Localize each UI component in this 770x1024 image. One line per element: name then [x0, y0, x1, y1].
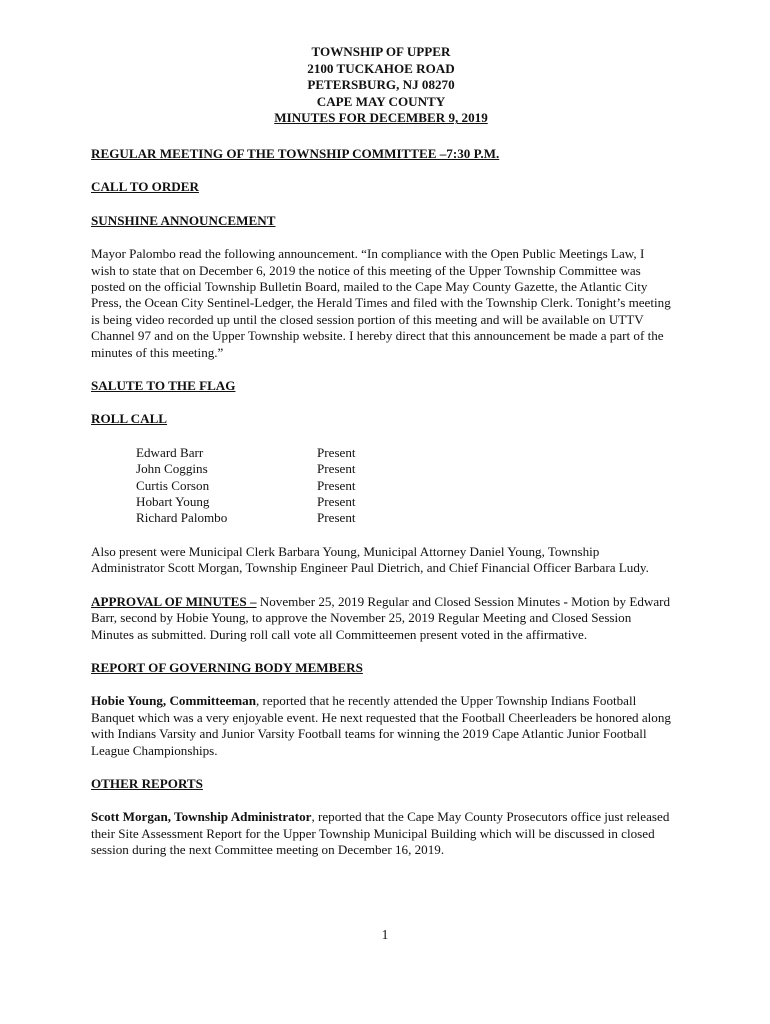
sunshine-heading: SUNSHINE ANNOUNCEMENT — [91, 212, 276, 228]
member-status: Present — [317, 494, 356, 510]
header-line-3: PETERSBURG, NJ 08270 — [307, 77, 455, 93]
roll-call-row — [136, 461, 671, 477]
header-line-2: 2100 TUCKAHOE ROAD — [307, 60, 455, 76]
hobie-paragraph — [91, 693, 671, 759]
roll-call-row — [136, 445, 671, 461]
approval-paragraph — [91, 594, 671, 643]
member-status: Present — [317, 477, 356, 493]
header-line-4: CAPE MAY COUNTY — [316, 93, 446, 109]
approval-heading: APPROVAL OF MINUTES – — [91, 593, 257, 609]
hobie-name: Hobie Young, Committeeman — [91, 693, 256, 709]
sunshine-paragraph: Mayor Palombo read the following announcement. “In compliance with the Open Public Meetings Law, I wish to state that on December 6, 2019 the notice of this meeting of the Upper Township Committee was posted on the official Township Bulletin Board, mailed to the Cape May County Gazette, the Atlantic City Press, the Ocean City Sentinel-Ledger, the Herald Times and filed with the Township Clerk. Tonight’s meeting is being video recorded up until the closed session portion of this meeting and will be available on UTTV Channel 97 and on the Upper Township website. I hereby direct that this announcement be made a part of the minutes of this meeting.” — [91, 246, 671, 360]
page-number: 1 — [381, 927, 389, 942]
member-name: John Coggins — [136, 461, 208, 477]
member-name: Curtis Corson — [136, 477, 210, 493]
report-governing-heading: REPORT OF GOVERNING BODY MEMBERS — [91, 659, 363, 675]
document-header — [91, 44, 671, 127]
roll-call-heading: ROLL CALL — [91, 411, 168, 427]
approval-text-2: Motion by Edward Barr, second by Hobie Young, to approve the November 25, 2019 Regular Meeting and Closed Session Minutes as submitted. During roll call vote all Committeemen present voted in the affirmative. — [91, 593, 671, 642]
member-name: Richard Palombo — [136, 510, 228, 526]
header-line-1: TOWNSHIP OF UPPER — [311, 44, 451, 59]
call-to-order-heading: CALL TO ORDER — [91, 179, 199, 195]
minutes-title: MINUTES FOR DECEMBER 9, 2019 — [274, 110, 488, 126]
roll-call-list — [136, 445, 671, 527]
member-status: Present — [317, 444, 356, 460]
member-status: Present — [317, 510, 356, 526]
approval-text: November 25, 2019 Regular and Closed Session Minutes — [256, 593, 564, 609]
scott-name: Scott Morgan, Township Administrator — [91, 809, 312, 825]
approval-dash: - — [563, 593, 568, 609]
scott-text: , reported that the Cape May County Prosecutors office just released their Site Assessment Report for the Upper Township Municipal Building which will be discussed in closed session during the next Committee meeting on December 16, 2019. — [91, 809, 670, 858]
member-name: Edward Barr — [136, 444, 204, 460]
member-name: Hobart Young — [136, 494, 210, 510]
document-page — [91, 44, 671, 859]
hobie-text: , reported that he recently attended the Upper Township Indians Football Banquet which was a very enjoyable event. He next requested that the Football Cheerleaders be honored along with Indians Varsity and Junior Varsity Football teams for winning the 2019 Cape Atlantic Junior Football League Championships. — [91, 693, 671, 758]
roll-call-row — [136, 494, 671, 510]
roll-call-row — [136, 478, 671, 494]
other-reports-heading: OTHER REPORTS — [91, 775, 203, 791]
member-status: Present — [317, 461, 356, 477]
scott-paragraph — [91, 809, 671, 858]
also-present-paragraph: Also present were Municipal Clerk Barbara Young, Municipal Attorney Daniel Young, Township Administrator Scott Morgan, Township Engineer Paul Dietrich, and Chief Financial Officer Barbara Ludy. — [91, 543, 649, 576]
salute-heading: SALUTE TO THE FLAG — [91, 378, 236, 394]
roll-call-row — [136, 510, 671, 526]
regular-meeting-heading: REGULAR MEETING OF THE TOWNSHIP COMMITTEE –7:30 P.M. — [91, 145, 500, 161]
